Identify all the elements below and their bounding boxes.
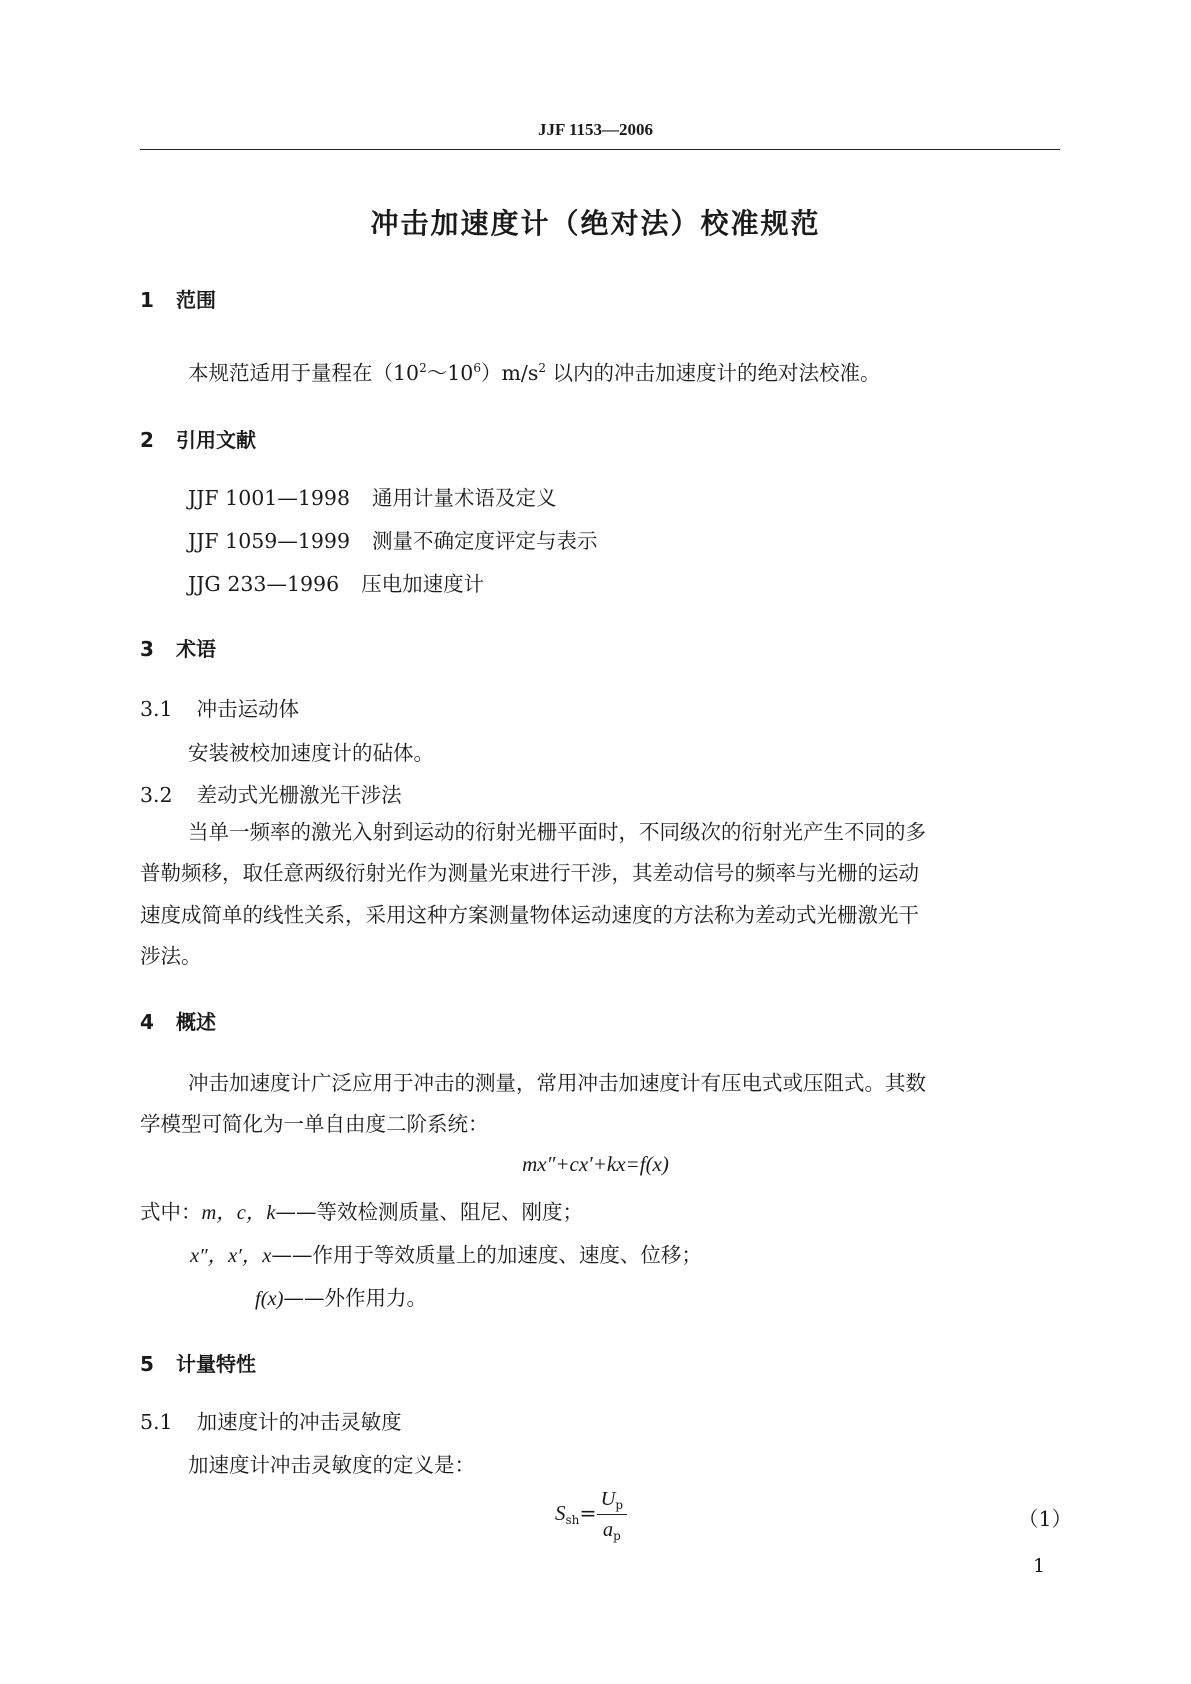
where-1-text: ——等效检测质量、阻尼、刚度； [275, 1200, 584, 1224]
where-label: 式中： [140, 1200, 202, 1224]
s1-exp-3: 2 [538, 361, 546, 375]
term-3-1-definition: 安装被校加速度计的砧体。 [188, 741, 434, 765]
overview-line-2: 学模型可简化为一单自由度二阶系统： [140, 1112, 489, 1136]
reference-3-title: 压电加速度计 [361, 572, 485, 596]
where-line-1 [140, 1195, 583, 1225]
where-line-2 [190, 1238, 702, 1268]
term-3-2-number: 3.2 [140, 783, 173, 807]
section-4-title: 概述 [176, 1010, 216, 1034]
eq-denominator-sub: p [613, 1529, 621, 1543]
where-1-symbols: m，c，k [201, 1202, 276, 1224]
reference-2-title: 测量不确定度评定与表示 [372, 529, 598, 553]
eq-denominator: a [602, 1519, 614, 1541]
page-number: 1 [1033, 1555, 1046, 1577]
term-3-2-line-2: 普勒频移，取任意两级衍射光作为测量光束进行干涉，其差动信号的频率与光栅的运动 [140, 861, 919, 885]
s1-text-a: 本规范适用于量程在（10 [188, 361, 420, 385]
equation-1 [555, 1486, 627, 1543]
s1-text-c: ）m/s [480, 361, 539, 385]
section-4-heading [140, 1006, 216, 1035]
subsection-5-1-number: 5.1 [140, 1410, 173, 1434]
reference-3 [188, 567, 484, 597]
reference-1 [188, 481, 557, 511]
section-5-number: 5 [140, 1352, 154, 1376]
where-3-symbols: f(x) [255, 1288, 284, 1310]
term-3-2-line-3: 速度成简单的线性关系，采用这种方案测量物体运动速度的方法称为差动式光栅激光干 [140, 903, 919, 927]
eq-numerator-sub: p [615, 1498, 624, 1512]
eq-numerator: U [600, 1488, 616, 1510]
reference-1-code: JJF 1001—1998 [188, 486, 351, 510]
header-rule [140, 149, 1060, 150]
header-code: JJF 1153—2006 [537, 120, 654, 139]
where-3-text: ——外作用力。 [283, 1286, 427, 1310]
s1-exp-1: 2 [419, 361, 427, 375]
term-3-2-heading [140, 778, 402, 808]
equation-1-label: （1） [1018, 1507, 1073, 1531]
section-3-number: 3 [140, 637, 154, 661]
reference-1-title: 通用计量术语及定义 [372, 486, 557, 510]
document-title: 冲击加速度计（绝对法）校准规范 [370, 207, 821, 240]
eq-fraction [597, 1486, 628, 1543]
section-5-heading [140, 1348, 256, 1377]
term-3-1-number: 3.1 [140, 697, 173, 721]
eq-lhs-sub: sh [565, 1513, 580, 1527]
eq-equals: = [579, 1501, 597, 1525]
overview-line-1: 冲击加速度计广泛应用于冲击的测量，常用冲击加速度计有压电式或压阻式。其数 [188, 1071, 926, 1095]
section-4-number: 4 [140, 1010, 154, 1034]
section-1-title: 范围 [176, 288, 216, 312]
section-3-title: 术语 [176, 637, 216, 661]
s1-text-d: 以内的冲击加速度计的绝对法校准。 [545, 361, 881, 385]
where-2-text: ——作用于等效质量上的加速度、速度、位移； [271, 1243, 702, 1267]
s1-exp-2: 6 [473, 361, 481, 375]
section-2-title: 引用文献 [176, 428, 256, 452]
section-1-heading [140, 284, 216, 313]
where-2-symbols: x″，x′，x [190, 1245, 272, 1267]
term-3-1-title: 冲击运动体 [196, 697, 300, 721]
section-1-number: 1 [140, 288, 154, 312]
reference-3-code: JJG 233—1996 [188, 572, 340, 596]
term-3-2-line-4: 涉法。 [140, 944, 202, 968]
subsection-5-1-title: 加速度计的冲击灵敏度 [196, 1410, 402, 1434]
subsection-5-1-body: 加速度计冲击灵敏度的定义是： [188, 1453, 475, 1477]
reference-2-code: JJF 1059—1999 [188, 529, 351, 553]
section-5-title: 计量特性 [176, 1352, 256, 1376]
term-3-1-heading [140, 692, 299, 722]
section-2-number: 2 [140, 428, 154, 452]
reference-2 [188, 524, 598, 554]
term-3-2-line-1: 当单一频率的激光入射到运动的衍射光栅平面时，不同级次的衍射光产生不同的多 [188, 820, 926, 844]
subsection-5-1-heading [140, 1405, 402, 1435]
where-line-3 [255, 1281, 427, 1311]
eq-lhs: S [555, 1501, 566, 1525]
equation-model: mx″+cx′+kx=f(x) [522, 1152, 669, 1176]
term-3-2-title: 差动式光栅激光干涉法 [196, 783, 402, 807]
section-3-heading [140, 633, 216, 662]
section-1-body [188, 356, 881, 386]
s1-text-b: ～10 [426, 361, 474, 385]
section-2-heading [140, 424, 256, 453]
